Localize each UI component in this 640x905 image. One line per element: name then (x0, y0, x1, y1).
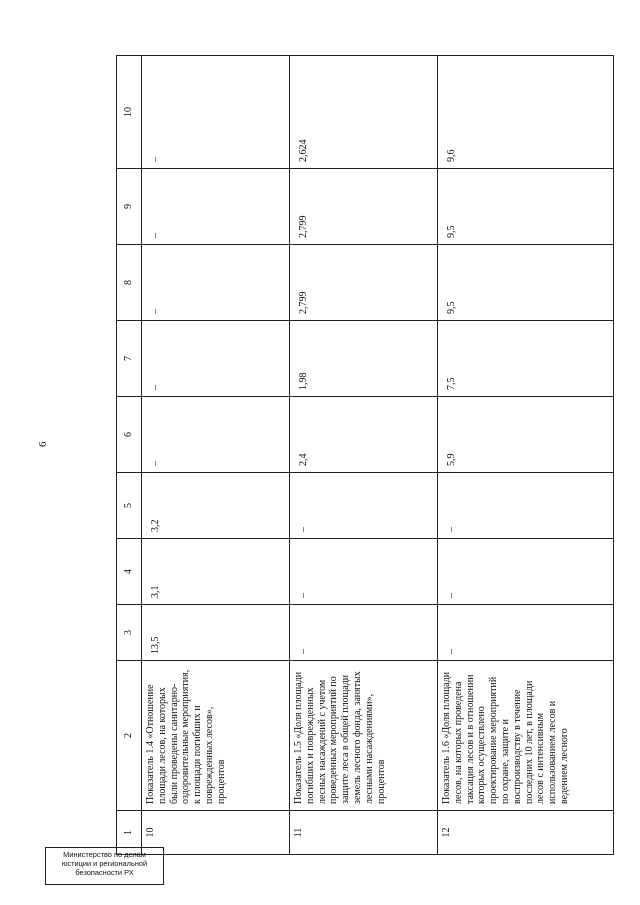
stamp-line: безопасности РХ (75, 867, 134, 877)
value-cell: 3,2 (142, 473, 290, 539)
header-row (117, 56, 142, 855)
stamp-line: юстиции и региональной (61, 858, 148, 868)
value-cell: 2,624 (290, 56, 438, 169)
table-row (290, 56, 438, 855)
header-cell: 8 (117, 245, 142, 321)
value-cell: 1,98 (290, 321, 438, 397)
value-cell: 9,6 (438, 56, 614, 169)
value-cell: – (290, 473, 438, 539)
ministry-stamp (45, 847, 164, 885)
value-cell: – (438, 539, 614, 605)
value-cell: – (142, 245, 290, 321)
value-cell: 9,5 (438, 245, 614, 321)
header-cell: 3 (117, 605, 142, 661)
value-cell: 3,1 (142, 539, 290, 605)
row-description: Показатель 1.5 «Доля площади погибших и поврежденных лесных насаждений с учетом проведенных мероприятий по защите леса в общей площади земель лесного фонда, занятых лесными насаждениями», процентов (290, 661, 438, 811)
value-cell: – (438, 605, 614, 661)
value-cell: 13,5 (142, 605, 290, 661)
row-description: Показатель 1.6 «Доля площади лесов, на которых проведена таксация лесов и в отношении которых осуществлено проектирование мероприятий по охране, защите и воспроизводству в течение последних 10 лет, в площади лесов с интенсивным использованием лесов и ведением лесного (438, 661, 614, 811)
header-cell: 4 (117, 539, 142, 605)
value-cell: 2,4 (290, 397, 438, 473)
row-number: 10 (142, 811, 290, 855)
row-number: 12 (438, 811, 614, 855)
header-cell: 9 (117, 169, 142, 245)
table-row (142, 56, 290, 855)
page-number: 6 (37, 441, 49, 447)
header-cell: 6 (117, 397, 142, 473)
value-cell: 7,5 (438, 321, 614, 397)
header-cell: 7 (117, 321, 142, 397)
header-cell: 5 (117, 473, 142, 539)
stamp-line: Министерство по делам (63, 850, 146, 859)
value-cell: 2,799 (290, 245, 438, 321)
value-cell: 9,5 (438, 169, 614, 245)
header-cell: 10 (117, 56, 142, 169)
header-cell: 1 (117, 811, 142, 855)
value-cell: – (142, 321, 290, 397)
header-cell: 2 (117, 661, 142, 811)
table-row (438, 56, 614, 855)
value-cell: 2,799 (290, 169, 438, 245)
row-number: 11 (290, 811, 438, 855)
value-cell: – (142, 56, 290, 169)
value-cell: – (290, 605, 438, 661)
indicator-table (116, 60, 614, 855)
value-cell: 5,9 (438, 397, 614, 473)
value-cell: – (290, 539, 438, 605)
value-cell: – (438, 473, 614, 539)
row-description: Показатель 1.4 «Отношение площади лесов, на которых были проведены санитарно-оздоровительные мероприятия, к площади погибших и поврежденных лесов», процентов (142, 661, 290, 811)
value-cell: – (142, 397, 290, 473)
value-cell: – (142, 169, 290, 245)
